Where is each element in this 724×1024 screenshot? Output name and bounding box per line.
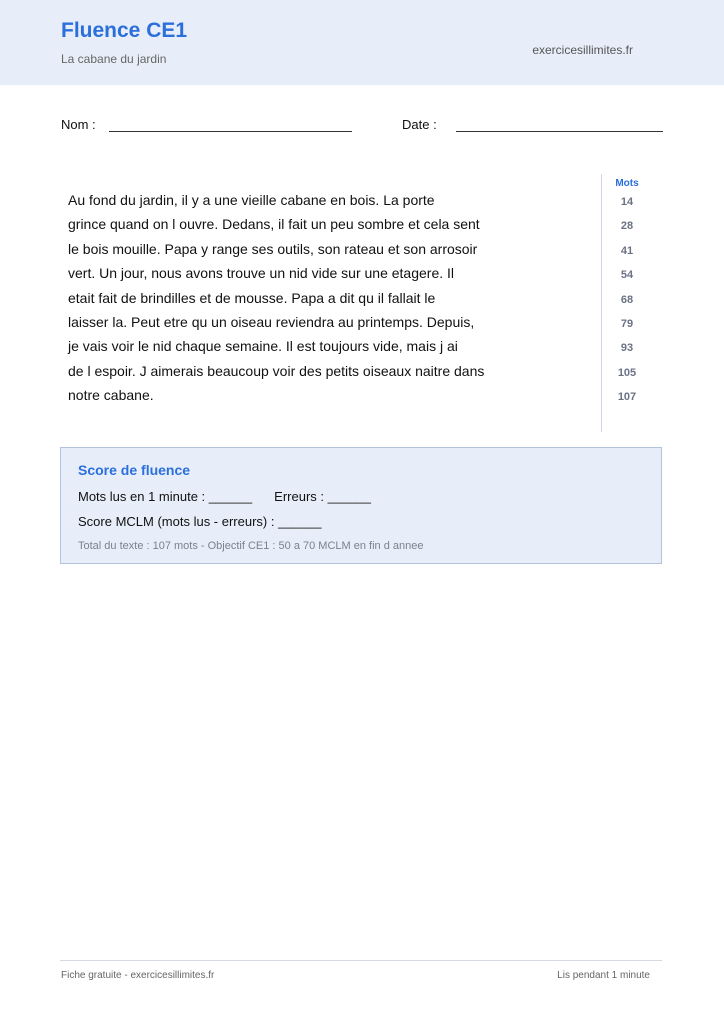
page-title: Fluence CE1	[61, 19, 188, 42]
passage-line: grince quand on l ouvre. Dedans, il fait un peu sombre et cela sent	[68, 216, 480, 233]
page-subtitle: La cabane du jardin	[61, 52, 167, 66]
word-count-value: 28	[620, 220, 634, 233]
word-count-value: 68	[620, 293, 634, 306]
word-count-value: 41	[620, 244, 634, 257]
passage-line: laisser la. Peut etre qu un oiseau reviendra au printemps. Depuis,	[68, 313, 475, 330]
word-count-value: 79	[620, 317, 634, 330]
passage-line: vert. Un jour, nous avons trouve un nid vide sur une etagere. Il	[68, 265, 455, 282]
passage-line: Au fond du jardin, il y a une vieille cabane en bois. La porte	[68, 192, 435, 208]
passage-line: etait fait de brindilles et de mousse. Papa a dit qu il fallait le	[68, 289, 436, 306]
site-name: exercicesillimites.fr	[532, 43, 633, 57]
passage-line: le bois mouille. Papa y range ses outils, son rateau et son arrosoir	[68, 240, 478, 257]
word-count-value: 14	[620, 196, 634, 208]
score-row-1	[78, 489, 371, 504]
word-count-value: 54	[620, 269, 634, 282]
erreurs-field: Erreurs : ______	[274, 489, 372, 504]
word-count-divider	[601, 174, 602, 432]
word-count-value: 107	[617, 391, 637, 404]
date-field-line[interactable]	[456, 131, 663, 132]
footer-divider	[60, 960, 662, 961]
nom-label: Nom :	[61, 117, 96, 132]
footer-source: Fiche gratuite - exercicesillimites.fr	[61, 970, 215, 981]
word-count-heading: Mots	[615, 178, 639, 189]
page-header	[0, 0, 724, 85]
word-count-value: 93	[620, 342, 634, 355]
passage-line: de l espoir. J aimerais beaucoup voir des petits oiseaux naitre dans	[68, 362, 485, 379]
footer-instruction: Lis pendant 1 minute	[557, 970, 650, 981]
score-title: Score de fluence	[78, 462, 191, 478]
word-count-column	[606, 190, 648, 410]
word-count-value: 105	[617, 366, 637, 379]
mots-lus-field: Mots lus en 1 minute : ______	[78, 489, 253, 504]
score-note: Total du texte : 107 mots - Objectif CE1 : 50 a 70 MCLM en fin d annee	[78, 540, 424, 552]
passage-line: notre cabane.	[68, 387, 154, 404]
nom-field-line[interactable]	[109, 131, 352, 132]
date-label: Date :	[402, 117, 437, 132]
reading-passage	[68, 188, 598, 408]
passage-line: je vais voir le nid chaque semaine. Il est toujours vide, mais j ai	[68, 338, 458, 355]
mclm-field: Score MCLM (mots lus - erreurs) : ______	[78, 514, 322, 529]
score-panel	[60, 447, 662, 564]
